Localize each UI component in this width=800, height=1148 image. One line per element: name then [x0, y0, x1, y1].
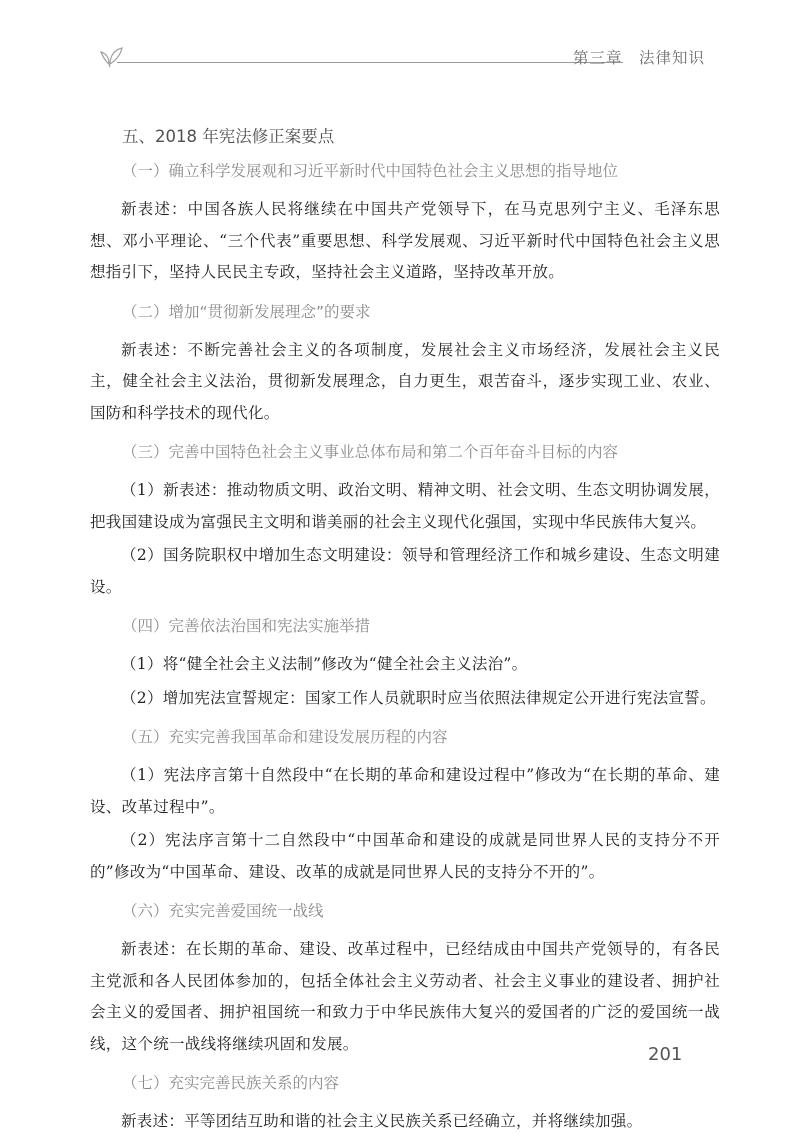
paragraph: （1）宪法序言第十自然段中“在长期的革命和建设过程中”修改为“在长期的革命、建设、改革过程中”。: [90, 766, 720, 816]
paragraph: （1）新表述：推动物质文明、政治文明、精神文明、社会文明、生态文明协调发展，把我国建设成为富强民主文明和谐美丽的社会主义现代化强国，实现中华民族伟大复兴。: [90, 481, 720, 531]
sprout-leaf-icon: [95, 42, 125, 68]
section-7: [90, 1070, 720, 1138]
section-title: 五、2018 年宪法修正案要点: [122, 127, 335, 146]
paragraph: 新表述：不断完善社会主义的各项制度，发展社会主义市场经济，发展社会主义民主，健全社会主义法治，贯彻新发展理念，自力更生，艰苦奋斗，逐步实现工业、农业、国防和科学技术的现代化。: [90, 340, 720, 422]
sub-heading-1: （一）确立科学发展观和习近平新时代中国特色社会主义思想的指导地位: [122, 162, 619, 180]
section-2: [90, 299, 720, 430]
paragraph: （1）将“健全社会主义法制”修改为“健全社会主义法治”。: [121, 655, 528, 673]
section-3: [90, 439, 720, 603]
running-header: [95, 38, 705, 74]
page-content: [90, 124, 720, 1148]
paragraph: 新表述：中国各族人民将继续在中国共产党领导下，在马克思列宁主义、毛泽东思想、邓小平理论、“三个代表”重要思想、科学发展观、习近平新时代中国特色社会主义思想指引下，坚持人民民主专政，坚持社会主义道路，坚持改革开放。: [90, 200, 720, 281]
paragraph: （2）增加宪法宣誓规定：国家工作人员就职时应当依照法律规定公开进行宪法宣誓。: [121, 688, 716, 707]
paragraph: 新表述：在长期的革命、建设、改革过程中，已经结成由中国共产党领导的，有各民主党派和各人民团体参加的，包括全体社会主义劳动者、社会主义事业的建设者、拥护社会主义的爱国者、拥护祖国统一和致力于中华民族伟大复兴的爱国者的广泛的爱国统一战线，这个统一战线将继续巩固和发展。: [90, 940, 720, 1053]
paragraph: 新表述：平等团结互助和谐的社会主义民族关系已经确立，并将继续加强。: [121, 1112, 643, 1130]
sub-heading-6: （六）充实完善爱国统一战线: [122, 902, 324, 920]
section-1: [90, 158, 720, 289]
section-5: [90, 724, 720, 888]
paragraph: （2）国务院职权中增加生态文明建设：领导和管理经济工作和城乡建设、生态文明建设。: [90, 546, 720, 596]
paragraph: （2）宪法序言第十二自然段中“中国革命和建设的成就是同世界人民的支持分不开的”修改为“中国革命、建设、改革的成就是同世界人民的支持分不开的”。: [90, 831, 720, 881]
chapter-title: 第三章 法律知识: [572, 49, 705, 67]
header-rule: [117, 62, 623, 63]
section-4: [90, 613, 720, 714]
sub-heading-2: （二）增加“贯彻新发展理念”的要求: [122, 302, 371, 321]
sub-heading-3: （三）完善中国特色社会主义事业总体布局和第二个百年奋斗目标的内容: [122, 443, 619, 461]
sub-heading-5: （五）充实完善我国革命和建设发展历程的内容: [122, 728, 448, 746]
sub-heading-7: （七）充实完善民族关系的内容: [122, 1074, 340, 1092]
sub-heading-4: （四）完善依法治国和宪法实施举措: [122, 617, 371, 635]
page-number: 201: [648, 1044, 683, 1065]
section-6: [90, 898, 720, 1060]
